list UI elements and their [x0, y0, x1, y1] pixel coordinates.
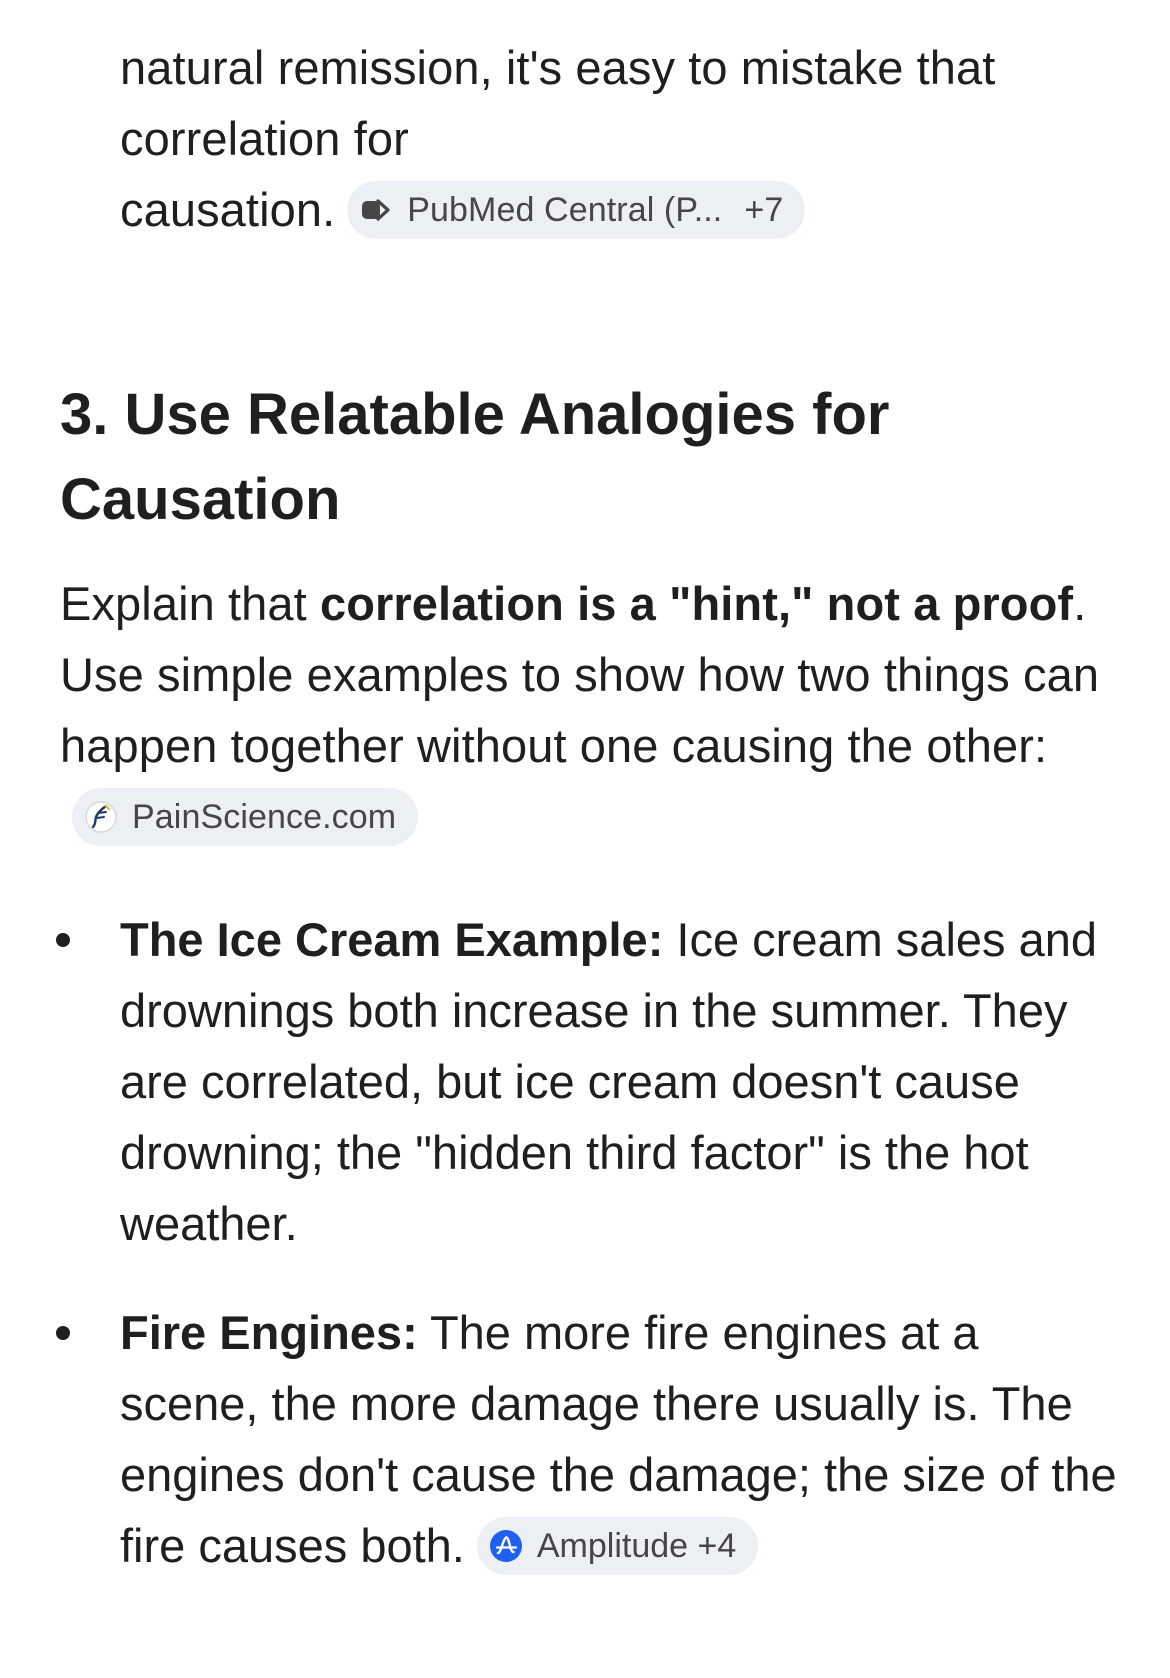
- bullet-title: Fire Engines:: [120, 1306, 418, 1359]
- amplitude-icon: [489, 1529, 523, 1563]
- list-item: [120, 1297, 1130, 1581]
- paragraph-line: correlation for: [120, 112, 409, 165]
- bullet-text: Ice cream sales and drownings both increase in the summer. They are correlated, but ice cream doesn't cause drowning; the "hidden third factor" is the hot weather.: [120, 913, 1098, 1250]
- bullet-title: The Ice Cream Example:: [120, 913, 664, 966]
- painscience-icon: [84, 800, 118, 834]
- paragraph-line: causation.: [120, 183, 336, 236]
- citation-source-label: PubMed Central (P...: [407, 190, 723, 229]
- citation-source-label: PainScience.com: [132, 797, 397, 836]
- citation-chip-painscience[interactable]: [72, 788, 418, 846]
- paragraph-line: natural remission, it's easy to mistake that: [120, 41, 996, 94]
- list-item: [120, 904, 1130, 1259]
- intro-prefix: Explain that: [60, 577, 320, 630]
- continuation-paragraph: [120, 32, 1120, 245]
- intro-suffix: . Use simple examples to show how two things can happen together without one causing the other:: [60, 577, 1100, 772]
- intro-bold-phrase: correlation is a "hint," not a proof: [319, 577, 1074, 630]
- citation-chip-pubmed[interactable]: [347, 181, 805, 239]
- bullet-dot: [56, 933, 70, 947]
- section-heading: 3. Use Relatable Analogies for Causation: [60, 382, 890, 532]
- citation-source-label: Amplitude +4: [536, 1526, 737, 1565]
- citation-more-count: +7: [744, 190, 784, 229]
- bullet-dot: [56, 1326, 70, 1340]
- intro-paragraph: [60, 568, 1140, 852]
- pubmed-icon: [359, 193, 393, 227]
- bullet-text: The more fire engines at a scene, the more damage there usually is. The engines don't cause the damage; the size of the fire causes both.: [120, 1306, 1117, 1572]
- citation-chip-amplitude[interactable]: [477, 1517, 758, 1575]
